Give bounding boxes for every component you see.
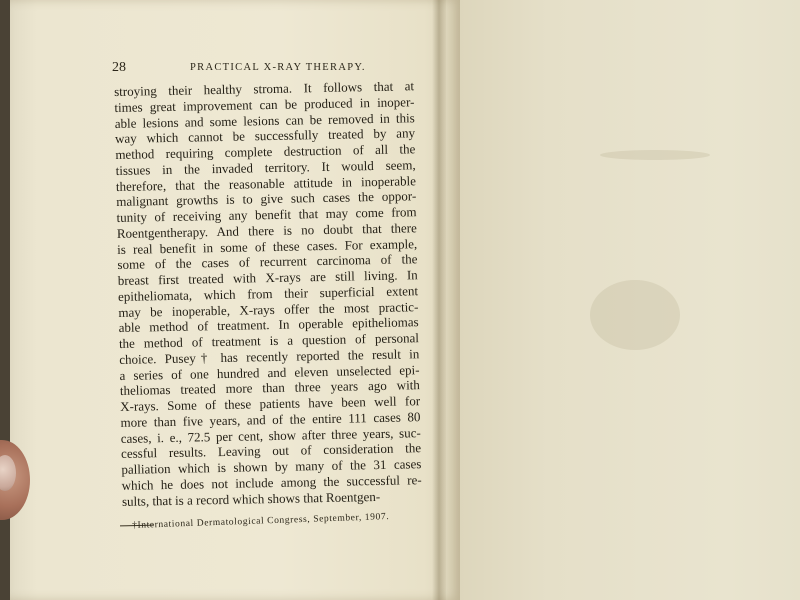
text-line: some of the cases of recurrent carcinoma of the <box>117 251 418 273</box>
footnote: †International Dermatological Congress, September, 1907. <box>132 512 390 531</box>
text-line: the method of treatment is a question of personal <box>118 330 420 351</box>
right-page-blank <box>440 0 800 600</box>
text-line: cases, i. e., 72.5 per cent, show after three years, suc- <box>120 424 421 446</box>
page-stain <box>600 150 710 160</box>
text-line: Roentgentherapy. And there is no doubt that there <box>116 219 417 241</box>
text-line: more than five years, and of the entire 111 cases 80 <box>120 408 421 430</box>
text-line: tunity of receiving any benefit that may come from <box>116 204 417 225</box>
text-line: breast first treated with X-rays are still living. In <box>117 267 418 288</box>
running-title: PRACTICAL X-RAY THERAPY. <box>190 62 366 73</box>
text-line: a series of one hundred and eleven unselected epi- <box>119 361 420 383</box>
page-header <box>112 60 442 80</box>
text-line: may be inoperable, X-rays offer the most practic- <box>118 298 419 320</box>
text-line: palliation which is shown by many of the 31 cases <box>121 456 422 477</box>
text-line: choice. Pusey† has recently reported the result in <box>119 345 420 367</box>
text-line: which he does not include among the successful re- <box>121 471 422 493</box>
text-line: able lesions and some lesions can be removed in this <box>114 109 415 131</box>
text-line: way which cannot be successfully treated by any <box>114 125 416 147</box>
text-line: X-rays. Some of these patients have been well for <box>120 393 421 414</box>
text-line: epitheliomata, which from their superficial extent <box>117 282 419 304</box>
text-line: cessful results. Leaving out of consideration the <box>120 440 422 462</box>
text-line: therefore, that the reasonable attitude in inoperable <box>115 172 417 194</box>
text-line: method requiring complete destruction of all the <box>115 141 416 162</box>
text-line: times great improvement can be produced in inoper- <box>114 93 415 115</box>
text-line: able method of treatment. In operable epitheliomas <box>118 314 419 336</box>
body-text <box>114 78 422 509</box>
text-line: stroying their healthy stroma. It follows that at <box>114 78 415 99</box>
page-stain <box>590 280 680 350</box>
text-line: tissues in the invaded territory. It would seem, <box>115 156 416 178</box>
text-line: theliomas treated more than three years ago with <box>119 377 420 399</box>
book-gutter <box>432 0 446 600</box>
text-line: is real benefit in some of these cases. For example, <box>117 235 418 257</box>
text-line: malignant growths is to give such cases the oppor- <box>116 188 417 210</box>
page-number: 28 <box>112 60 126 75</box>
text-line: sults, that is a record which shows that Roentgen- <box>121 488 381 509</box>
